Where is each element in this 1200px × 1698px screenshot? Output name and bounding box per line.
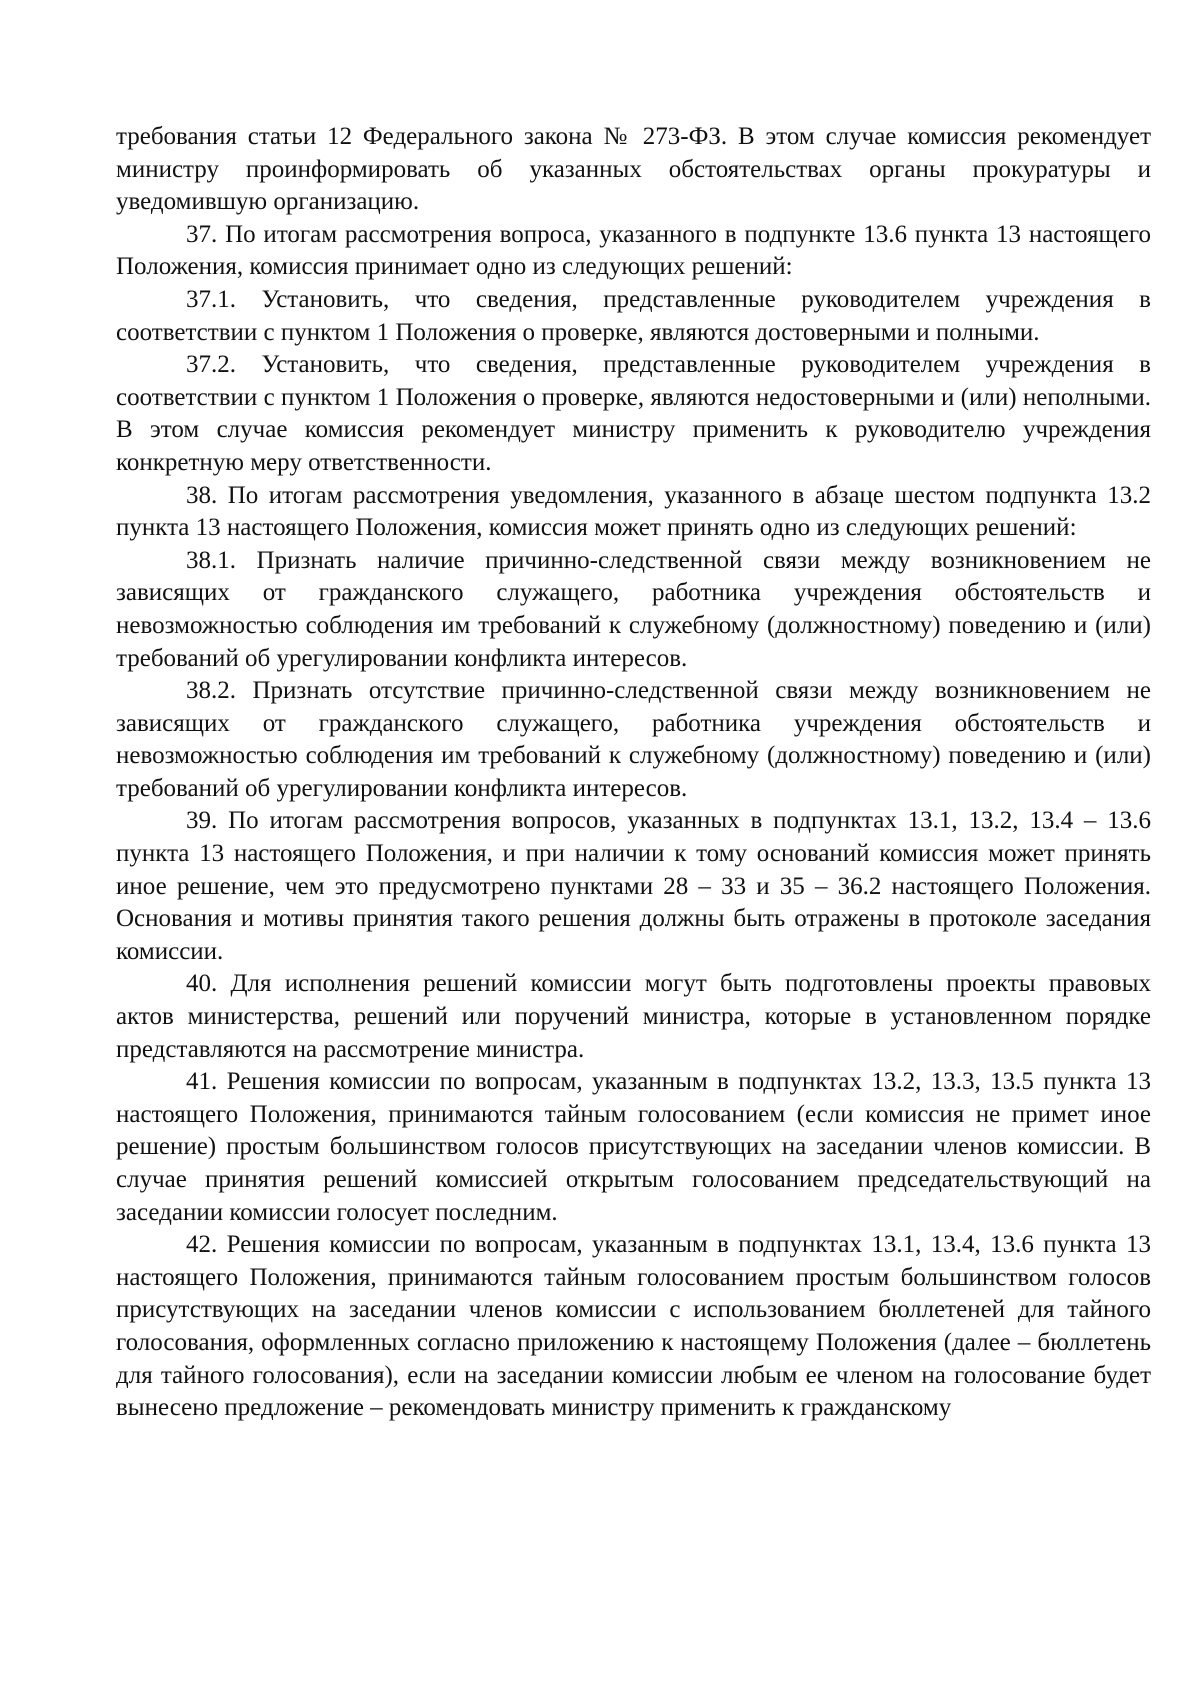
paragraph-41: 41. Решения комиссии по вопросам, указанным в подпунктах 13.2, 13.3, 13.5 пункта 13 настоящего Положения, принимаются тайным голосованием (если комиссия не примет иное решение) простым большинством голосов присутствующих на заседании членов комиссии. В случае принятия решений комиссией открытым голосованием председательствующий на заседании комиссии голосует последним. bbox=[116, 1068, 1151, 1226]
paragraph-continuation: требования статьи 12 Федерального закона № 273-ФЗ. В этом случае комиссия рекомендует министру проинформировать об указанных обстоятельствах органы прокуратуры и уведомившую организацию. bbox=[116, 123, 1151, 216]
paragraph-38: 38. По итогам рассмотрения уведомления, указанного в абзаце шестом подпункта 13.2 пункта 13 настоящего Положения, комиссия может принять одно из следующих решений: bbox=[116, 481, 1151, 542]
document-body bbox=[116, 121, 1151, 1425]
paragraph-42: 42. Решения комиссии по вопросам, указанным в подпунктах 13.1, 13.4, 13.6 пункта 13 настоящего Положения, принимаются тайным голосованием простым большинством голосов присутствующих на заседании членов комиссии с использованием бюллетеней для тайного голосования, оформленных согласно приложению к настоящему Положения (далее – бюллетень для тайного голосования), если на заседании комиссии любым ее членом на голосование будет вынесено предложение – рекомендовать министру применить к гражданскому bbox=[116, 1231, 1151, 1422]
paragraph-37-2: 37.2. Установить, что сведения, представленные руководителем учреждения в соответствии с пунктом 1 Положения о проверке, являются недостоверными и (или) неполными. В этом случае комиссия рекомендует министру применить к руководителю учреждения конкретную меру ответственности. bbox=[116, 351, 1151, 476]
paragraph-37-1: 37.1. Установить, что сведения, представленные руководителем учреждения в соответствии с пунктом 1 Положения о проверке, являются достоверными и полными. bbox=[116, 285, 1151, 346]
paragraph-40: 40. Для исполнения решений комиссии могут быть подготовлены проекты правовых актов министерства, решений или поручений министра, которые в установленном порядке представляются на рассмотрение министра. bbox=[116, 970, 1151, 1063]
paragraph-39: 39. По итогам рассмотрения вопросов, указанных в подпунктах 13.1, 13.2, 13.4 – 13.6 пункта 13 настоящего Положения, и при наличии к тому оснований комиссия может принять иное решение, чем это предусмотрено пунктами 28 – 33 и 35 – 36.2 настоящего Положения. Основания и мотивы принятия такого решения должны быть отражены в протоколе заседания комиссии. bbox=[116, 807, 1151, 965]
paragraph-38-1: 38.1. Признать наличие причинно-следственной связи между возникновением не зависящих от гражданского служащего, работника учреждения обстоятельств и невозможностью соблюдения им требований к служебному (должностному) поведению и (или) требований об урегулировании конфликта интересов. bbox=[116, 546, 1151, 672]
paragraph-38-2: 38.2. Признать отсутствие причинно-следственной связи между возникновением не зависящих от гражданского служащего, работника учреждения обстоятельств и невозможностью соблюдения им требований к служебному (должностному) поведению и (или) требований об урегулировании конфликта интересов. bbox=[116, 677, 1151, 802]
paragraph-37: 37. По итогам рассмотрения вопроса, указанного в подпункте 13.6 пункта 13 настоящего Положения, комиссия принимает одно из следующих решений: bbox=[116, 220, 1151, 281]
